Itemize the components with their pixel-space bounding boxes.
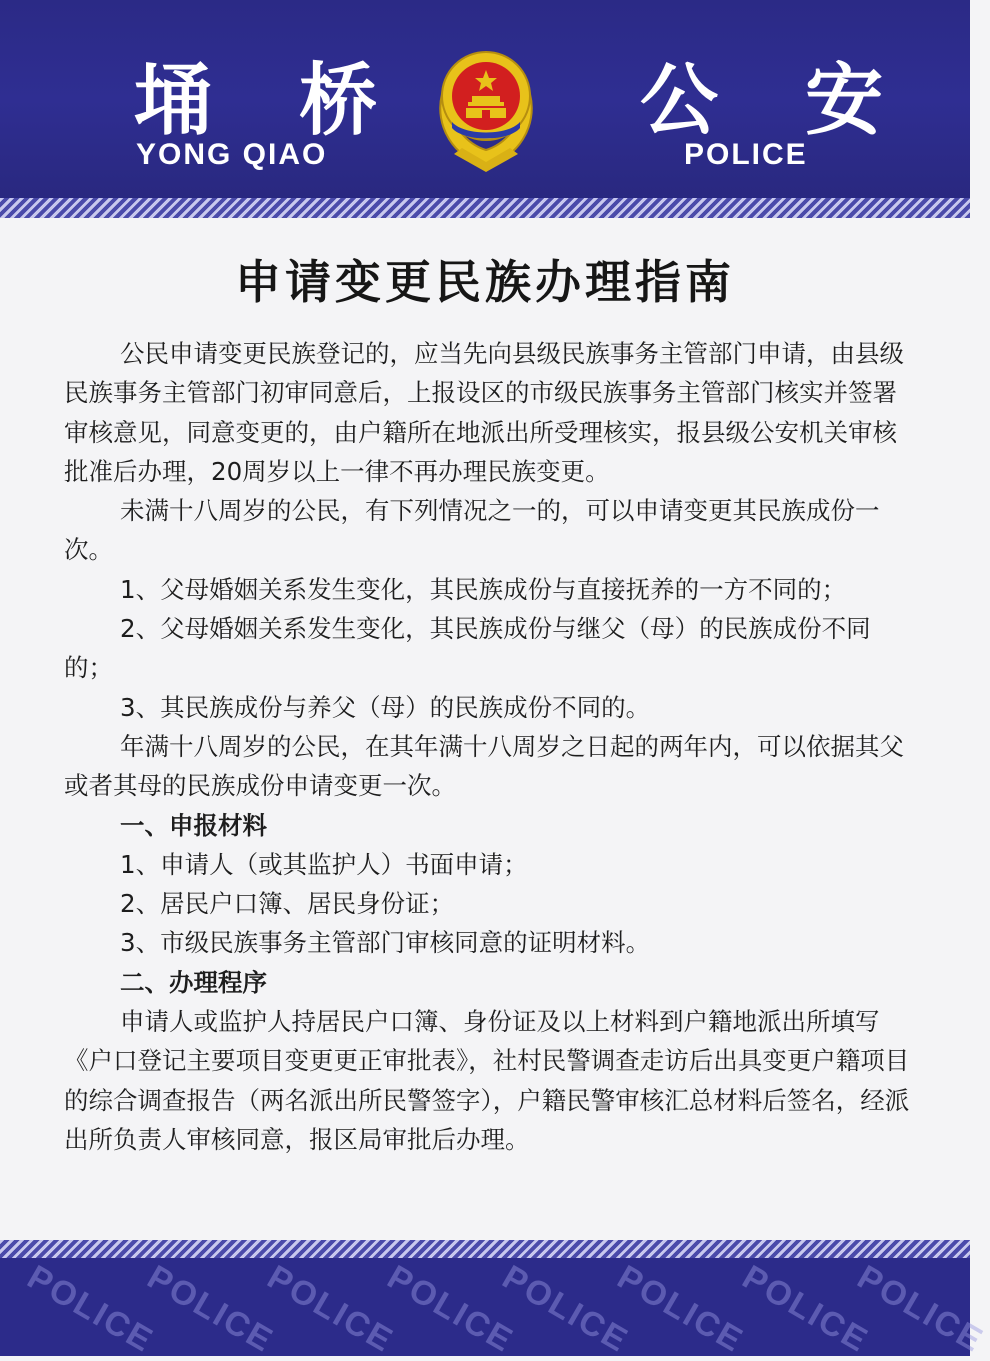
header-right-english: POLICE <box>684 140 808 170</box>
header-right-chinese: 公 安 <box>640 62 913 140</box>
header-banner <box>0 0 970 200</box>
footer-watermark: POLICE <box>496 1258 636 1361</box>
footer-watermark: POLICE <box>21 1258 161 1361</box>
header-divider-stripe <box>0 198 970 218</box>
paragraph-over-18: 年满十八周岁的公民，在其年满十八周岁之日起的两年内，可以依据其父或者其母的民族成份申请变更一次。 <box>64 727 914 806</box>
footer-watermark: POLICE <box>141 1258 281 1361</box>
materials-item-3: 3、市级民族事务主管部门审核同意的证明材料。 <box>64 923 914 962</box>
paragraph-intro: 公民申请变更民族登记的，应当先向县级民族事务主管部门申请，由县级民族事务主管部门初审同意后，上报设区的市级民族事务主管部门核实并签署审核意见，同意变更的，由户籍所在地派出所受理核实，报县级公安机关审核批准后办理，20周岁以上一律不再办理民族变更。 <box>64 334 914 491</box>
condition-item-3: 3、其民族成份与养父（母）的民族成份不同的。 <box>64 688 914 727</box>
materials-item-2: 2、居民户口簿、居民身份证； <box>64 884 914 923</box>
condition-item-2: 2、父母婚姻关系发生变化，其民族成份与继父（母）的民族成份不同的； <box>64 609 914 688</box>
police-emblem-icon <box>424 36 548 176</box>
document-title: 申请变更民族办理指南 <box>0 246 970 312</box>
header-left-english: YONG QIAO <box>136 140 327 170</box>
condition-item-1: 1、父母婚姻关系发生变化，其民族成份与直接抚养的一方不同的； <box>64 570 914 609</box>
paragraph-under-18: 未满十八周岁的公民，有下列情况之一的，可以申请变更其民族成份一次。 <box>64 491 914 570</box>
procedure-text: 申请人或监护人持居民户口簿、身份证及以上材料到户籍地派出所填写《户口登记主要项目变更更正审批表》，社村民警调查走访后出具变更户籍项目的综合调查报告（两名派出所民警签字），户籍民警审核汇总材料后签名，经派出所负责人审核同意，报区局审批后办理。 <box>64 1002 914 1159</box>
footer-divider-stripe <box>0 1240 970 1260</box>
footer-watermark: POLICE <box>736 1258 876 1361</box>
materials-item-1: 1、申请人（或其监护人）书面申请； <box>64 845 914 884</box>
footer-watermark: POLICE <box>381 1258 521 1361</box>
footer-banner <box>0 1258 970 1356</box>
section-heading-procedure: 二、办理程序 <box>64 963 914 1002</box>
section-heading-materials: 一、申报材料 <box>64 806 914 845</box>
document-body <box>64 334 914 1159</box>
footer-watermark: POLICE <box>611 1258 751 1361</box>
header-left-chinese: 埇 桥 <box>134 62 407 140</box>
footer-watermark: POLICE <box>261 1258 401 1361</box>
footer-watermark: POLICE <box>851 1258 990 1361</box>
